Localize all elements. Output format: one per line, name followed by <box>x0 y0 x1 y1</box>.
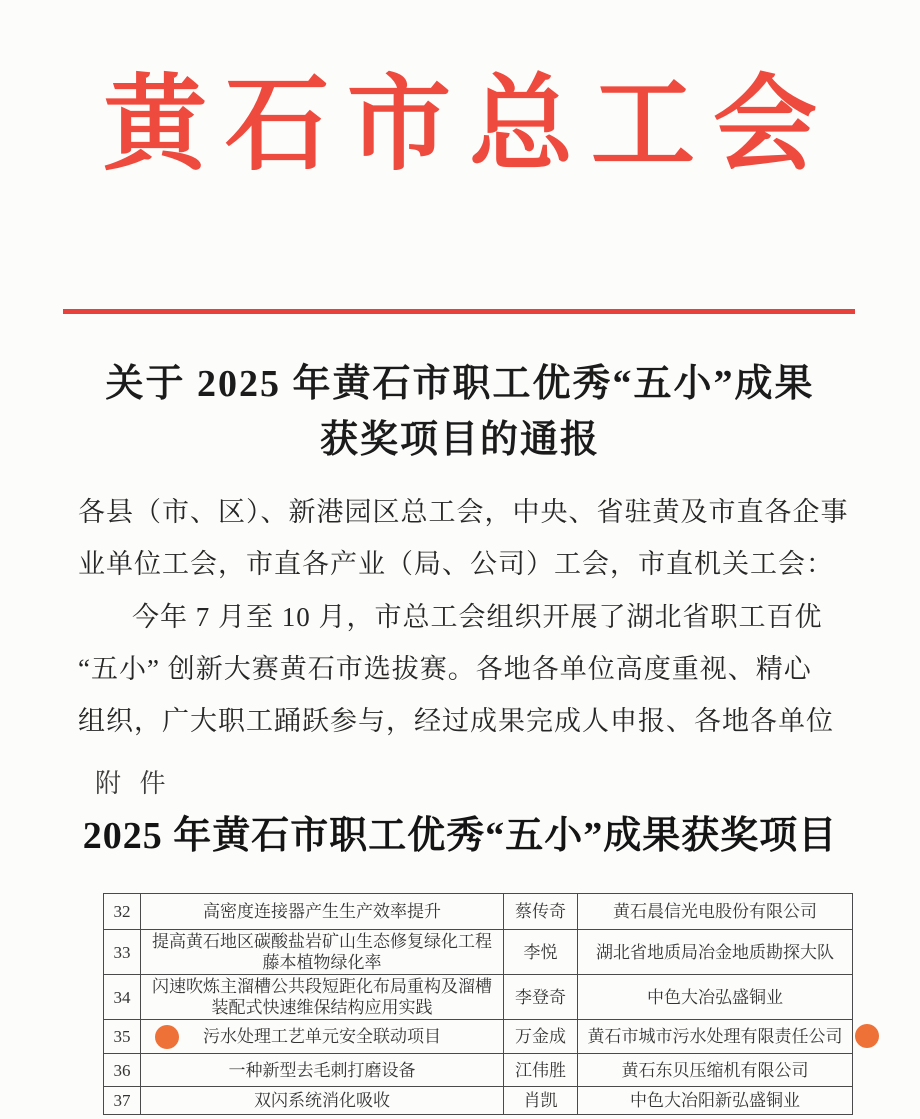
row-number-cell: 32 <box>104 894 141 930</box>
table-row <box>104 894 853 930</box>
red-divider-rule <box>63 309 855 314</box>
row-number-cell: 33 <box>104 930 141 975</box>
company-name-cell: 湖北省地质局冶金地质勘探大队 <box>578 930 853 975</box>
company-name-cell: 黄石东贝压缩机有限公司 <box>578 1054 853 1087</box>
table-row <box>104 975 853 1020</box>
person-name-cell: 蔡传奇 <box>504 894 578 930</box>
body-line: 组织，广大职工踊跃参与，经过成果完成人申报、各地各单位 <box>78 706 834 736</box>
salutation-line: 业单位工会，市直各产业（局、公司）工会，市直机关工会： <box>78 549 834 579</box>
person-name-cell: 李登奇 <box>504 975 578 1020</box>
row-number-cell: 37 <box>104 1087 141 1115</box>
company-name-cell: 中色大冶阳新弘盛铜业 <box>578 1087 853 1115</box>
masthead-title: 黄石市总工会 <box>102 68 835 183</box>
body-line: 今年 7 月至 10 月，市总工会组织开展了湖北省职工百优 <box>132 602 823 632</box>
project-name-cell: 一种新型去毛刺打磨设备 <box>141 1054 504 1087</box>
company-name-cell: 中色大冶弘盛铜业 <box>578 975 853 1020</box>
table-row <box>104 930 853 975</box>
project-name-cell: 污水处理工艺单元安全联动项目 <box>141 1020 504 1054</box>
person-name-cell: 万金成 <box>504 1020 578 1054</box>
project-name-cell: 闪速吹炼主溜槽公共段短距化布局重构及溜槽装配式快速维保结构应用实践 <box>141 975 504 1020</box>
document-title-line-2: 获奖项目的通报 <box>319 419 600 461</box>
salutation-line: 各县（市、区）、新港园区总工会，中央、省驻黄及市直各企事 <box>78 497 849 527</box>
company-name-cell: 黄石晨信光电股份有限公司 <box>578 894 853 930</box>
project-name-cell: 双闪系统消化吸收 <box>141 1087 504 1115</box>
attachment-label: 附 件 <box>95 769 172 798</box>
document-title <box>0 356 920 468</box>
project-name-cell: 提高黄石地区碳酸盐岩矿山生态修复绿化工程藤本植物绿化率 <box>141 930 504 975</box>
person-name-cell: 江伟胜 <box>504 1054 578 1087</box>
row-35-marker-dot <box>155 1025 179 1049</box>
row-number-cell: 36 <box>104 1054 141 1087</box>
person-name-cell: 肖凯 <box>504 1087 578 1115</box>
row-number-cell: 34 <box>104 975 141 1020</box>
attachment-table-title: 2025 年黄石市职工优秀“五小”成果获奖项目 <box>82 815 838 857</box>
table-row-highlighted <box>104 1020 853 1054</box>
award-table <box>103 893 853 1115</box>
salutation-paragraph <box>78 492 857 596</box>
row-number-cell: 35 <box>104 1020 141 1054</box>
person-name-cell: 李悦 <box>504 930 578 975</box>
body-line: “五小” 创新大赛黄石市选拔赛。各地各单位高度重视、精心 <box>78 654 812 684</box>
project-name-cell: 高密度连接器产生生产效率提升 <box>141 894 504 930</box>
document-title-line-1: 关于 2025 年黄石市职工优秀“五小”成果 <box>105 363 815 405</box>
company-name-cell: 黄石市城市污水处理有限责任公司 <box>578 1020 853 1054</box>
right-margin-marker-dot <box>855 1024 879 1048</box>
table-row <box>104 1054 853 1087</box>
table-row <box>104 1087 853 1115</box>
body-paragraph <box>78 597 857 753</box>
